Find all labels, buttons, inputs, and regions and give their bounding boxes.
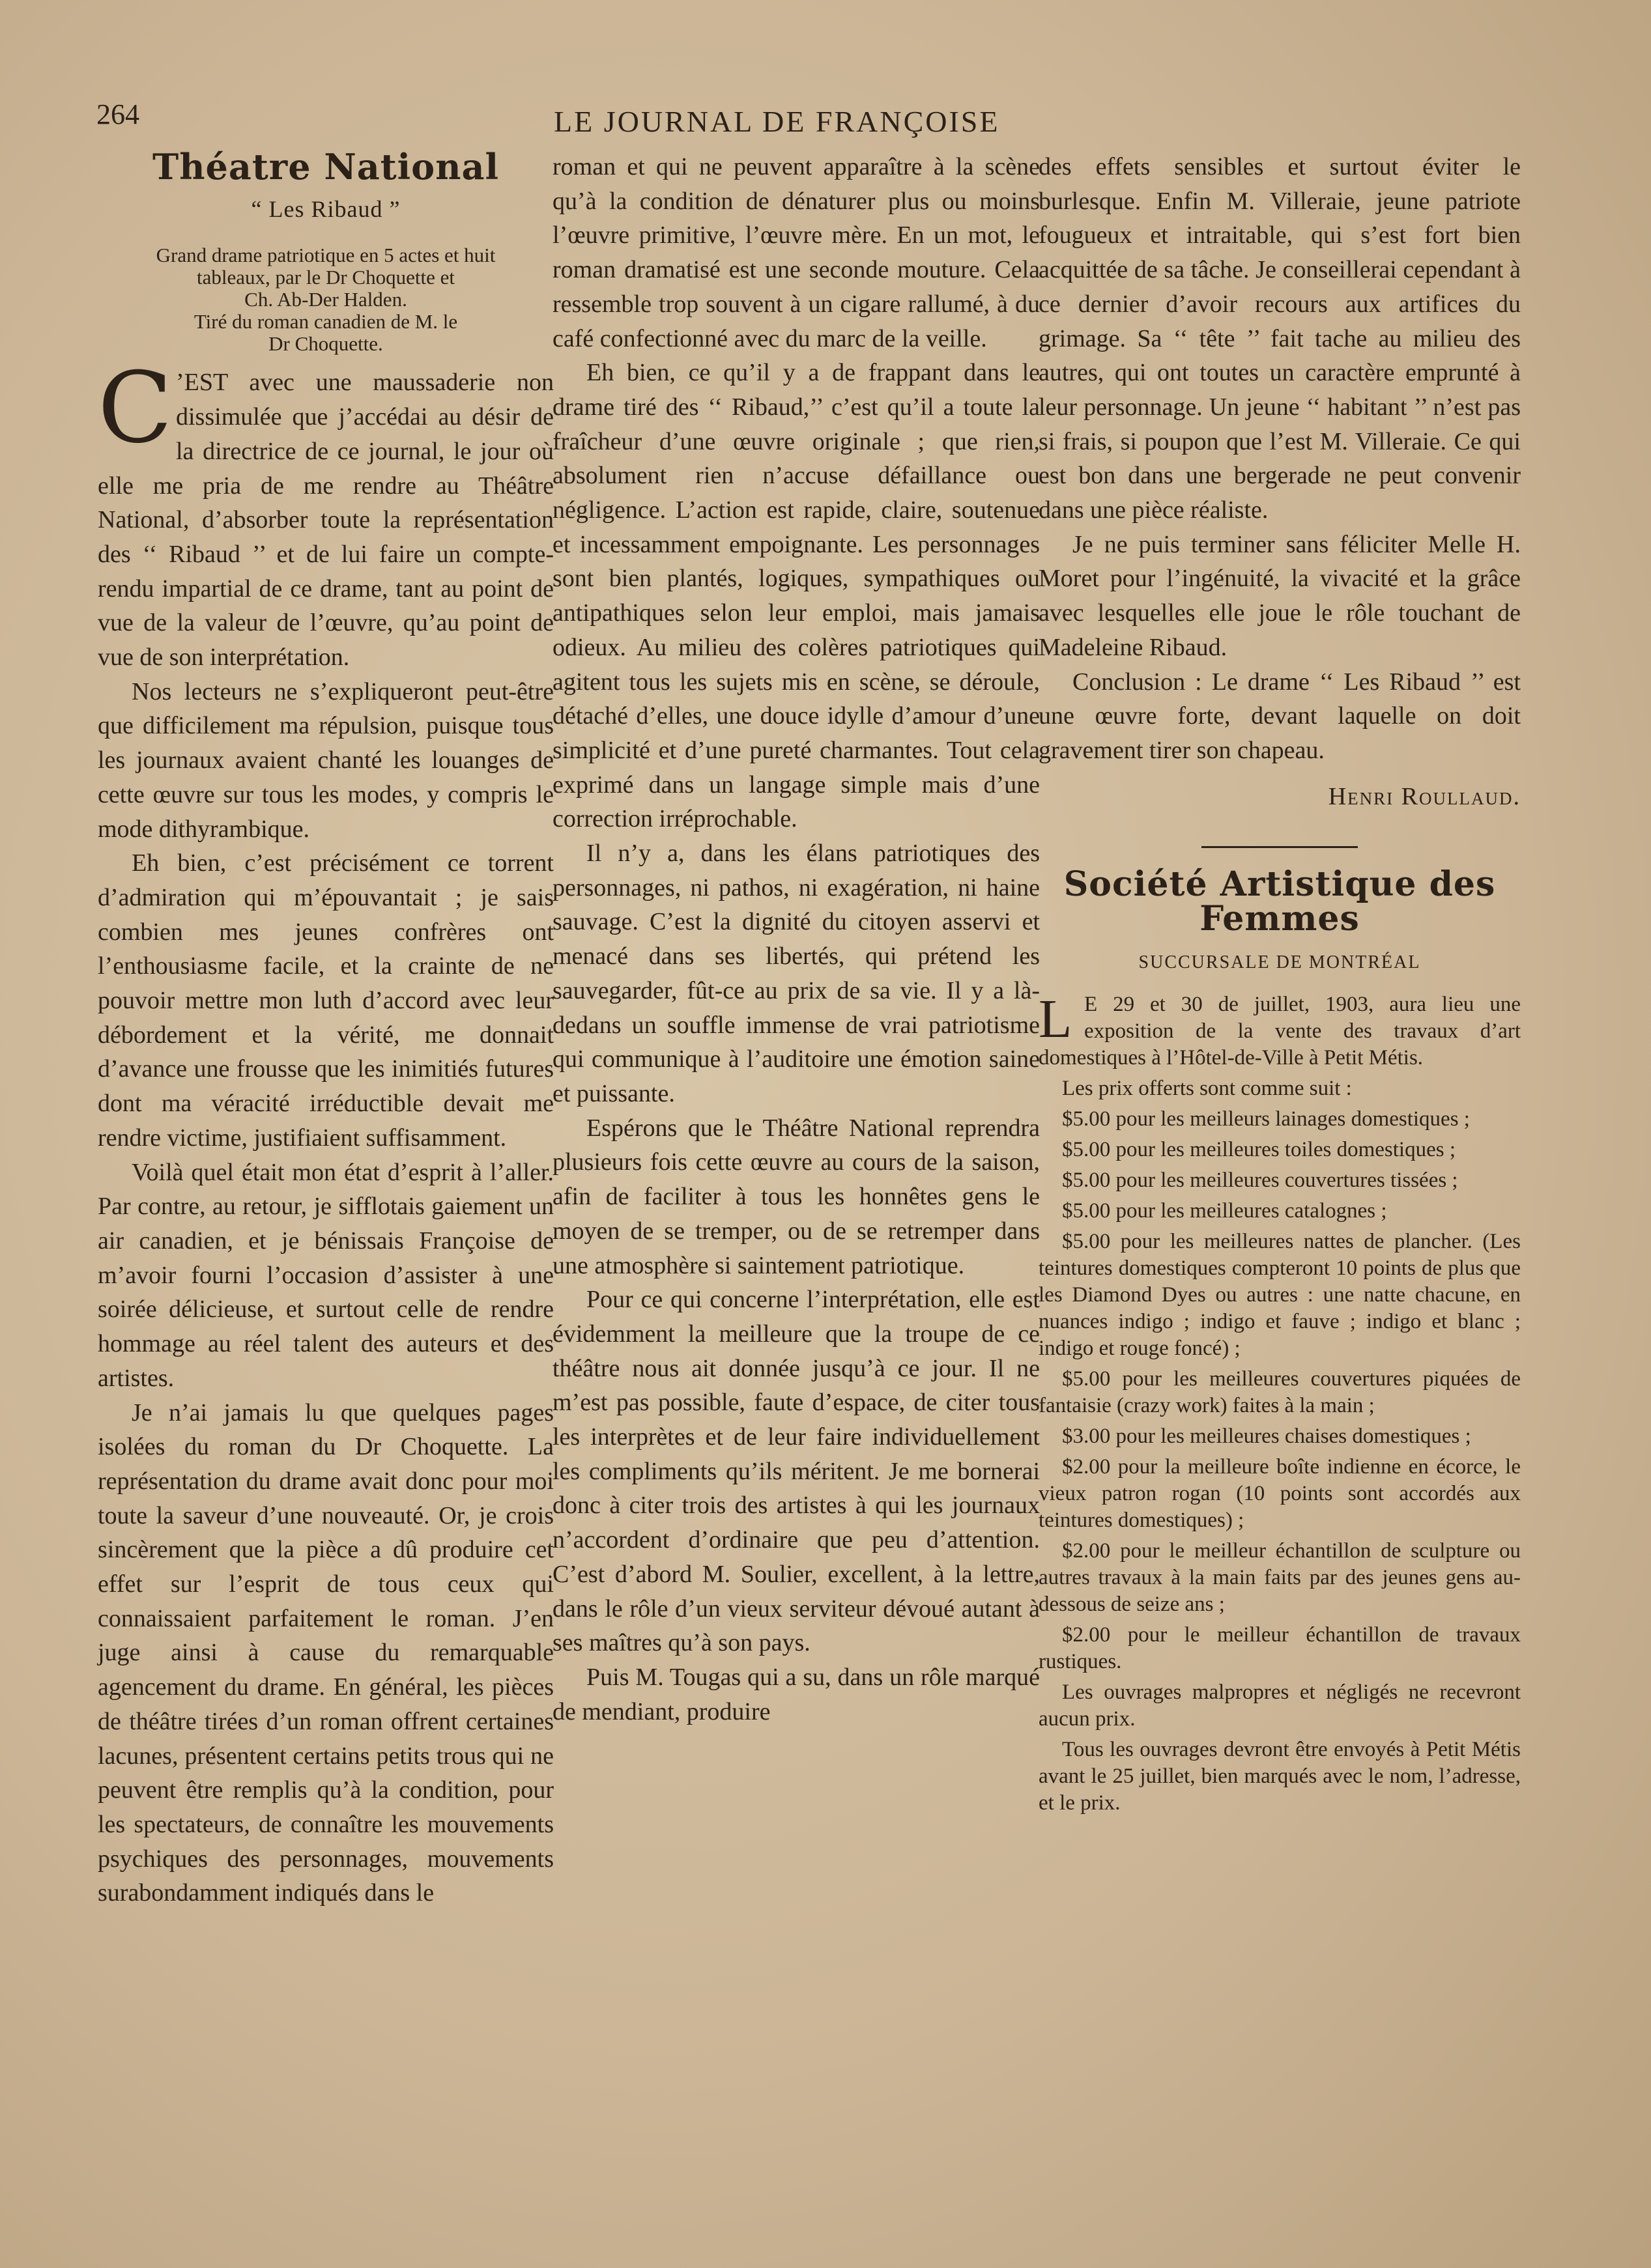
credit-line: Tiré du roman canadien de M. le — [194, 310, 458, 333]
paragraph: Pour ce qui concerne l’interprétation, elle est évidemment la meilleure que la troupe de ce théâtre nous ait donnée jusqu’à ce jour. Il ne m’est pas possible, faute d’espace, de citer tous les interprètes et de leur faire individuellement les compliments qu’ils méritent. Je me bornerai donc à citer trois des artistes à qui les journaux n’accordent d’ordinaire que peu d’attention. C’est d’abord M. Soulier, excellent, à la lettre, dans le rôle d’un vieux serviteur dévoué autant à ses maîtres qu’à son pays. — [553, 1286, 1040, 1657]
paragraph: des effets sensibles et surtout éviter le burlesque. Enfin M. Villeraie, jeune patriote fougueux et intraitable, qui s’est fort bien acquittée de sa tâche. Je conseillerai cependant à ce dernier d’avoir recours aux artifices du grimage. Sa ‘‘ tête ’’ fait tache au milieu des autres, qui ont toutes un caractère emprunté à leur personnage. Un jeune ‘‘ habitant ’’ n’est pas si frais, si poupon que l’est M. Villeraie. Ce qui est bon dans une bergerade ne peut convenir dans une pièce réaliste. — [1039, 153, 1521, 524]
signature: Henri Roullaud. — [1328, 782, 1521, 810]
paragraph-text: E 29 et 30 de juillet, 1903, aura lieu une exposition de la vente des travaux d’art domestiques à l’Hôtel-de-Ville à Petit Métis. — [1039, 993, 1521, 1070]
credit-line: Dr Choquette. — [268, 332, 383, 356]
paragraph: Je ne puis terminer sans féliciter Melle H. Moret pour l’ingénuité, la vivacité et la grâce avec lesquelles elle joue le rôle touchant de Madeleine Ribaud. — [1039, 530, 1521, 661]
credit-line: tableaux, par le Dr Choquette et — [197, 266, 455, 289]
paragraph: Eh bien, ce qu’il y a de frappant dans le drame tiré des ‘‘ Ribaud,’’ c’est qu’il a toute la fraîcheur d’une œuvre originale ; que rien, absolument rien n’accuse défaillance ou négligence. L’action est rapide, claire, soutenue et incessamment empoignante. Les personnages sont bien plantés, logiques, sympathiques ou antipathiques selon leur emploi, mais jamais odieux. Au milieu des colères patriotiques qui agitent tous les sujets mis en scène, se déroule, détaché d’elles, une douce idylle d’amour d’une simplicité et d’une pureté charmantes. Tout cela exprimé dans un langage simple mais d’une correction irréprochable. — [553, 359, 1040, 833]
prize-item: $5.00 pour les meilleures toiles domestiques ; — [1062, 1138, 1456, 1162]
drop-cap: L — [1039, 989, 1072, 1050]
credit-line: Grand drame patriotique en 5 actes et huit — [156, 244, 496, 267]
section-divider — [1201, 846, 1358, 848]
article2-title: Société Artistique des Femmes — [1063, 864, 1496, 939]
paragraph: roman et qui ne peuvent apparaître à la scène qu’à la condition de dénaturer plus ou moins l’œuvre primitive, l’œuvre mère. En un mot, le roman dramatisé est une seconde mouture. Cela ressemble trop souvent à un cigare rallumé, à du café confectionné avec du marc de la veille. — [553, 153, 1040, 352]
prize-item: $3.00 pour les meilleures chaises domestiques ; — [1062, 1425, 1471, 1449]
paragraph — [98, 352, 554, 674]
prize-item: $2.00 pour la meilleure boîte indienne en écorce, le vieux patron rogan (10 points sont accordés aux teintures domestiques) ; — [1039, 1455, 1521, 1533]
paragraph: Eh bien, c’est précisément ce torrent d’admiration qui m’épouvantait ; je sais combien mes jeunes confrères ont l’enthousiasme facile, et la crainte de ne pouvoir mettre mon luth d’accord avec leur débordement et la vérité, me donnait d’avance une frousse que les inimitiés futures dont ma véracité irréductible devait me rendre victime, justifiaient suffisamment. — [98, 849, 554, 1152]
closing-note: Les ouvrages malpropres et négligés ne recevront aucun prix. — [1039, 1680, 1521, 1731]
article-title: Théatre National — [152, 146, 499, 188]
drop-cap: C — [98, 352, 173, 466]
prizes-intro: Les prix offerts sont comme suit : — [1062, 1077, 1352, 1101]
prize-item: $5.00 pour les meilleures catalognes ; — [1062, 1199, 1387, 1223]
article2-body — [1039, 991, 1521, 1817]
paragraph: Nos lecteurs ne s’expliqueront peut-être que difficilement ma répulsion, puisque tous les journaux avaient chanté les louanges de cette œuvre sur tous les modes, y compris le mode dithyrambique. — [98, 677, 554, 843]
running-title: LE JOURNAL DE FRANÇOISE — [554, 105, 1000, 138]
page-number: 264 — [96, 98, 139, 130]
column-1 — [98, 146, 554, 1910]
paragraph: Espérons que le Théâtre National reprendra plusieurs fois cette œuvre au cours de la saison, afin de faciliter à tous les honnêtes gens le moyen de se tremper, ou de se retremper dans une atmosphère si saintement patriotique. — [553, 1114, 1040, 1279]
prize-item: $5.00 pour les meilleures couvertures piquées de fantaisie (crazy work) faites à la main ; — [1039, 1367, 1521, 1418]
closing-note: Tous les ouvrages devront être envoyés à Petit Métis avant le 25 juillet, bien marqués avec le nom, l’adresse, et le prix. — [1039, 1738, 1521, 1815]
prize-item: $5.00 pour les meilleures couvertures tissées ; — [1062, 1169, 1458, 1193]
article-credit — [98, 244, 554, 355]
column-3 — [1039, 150, 1521, 1817]
paragraph-text: ’EST avec une maussaderie non dissimulée que j’accédai au désir de la directrice de ce journal, le jour où elle me pria de me rendre au Théâtre National, d’absorber toute la représentation des ‘‘ Ribaud ’’ et de lui faire un compte-rendu impartial de ce drame, tant au point de vue de la valeur de l’œuvre, qu’au point de vue de son interprétation. — [98, 369, 554, 672]
paragraph: Conclusion : Le drame ‘‘ Les Ribaud ’’ est une œuvre forte, devant laquelle on doit gravement tirer son chapeau. — [1039, 668, 1521, 764]
paragraph: Voilà quel était mon état d’esprit à l’aller. Par contre, au retour, je sifflotais gaiement un air canadien, et je bénissais Françoise de m’avoir fourni l’occasion d’assister à une soirée délicieuse, et surtout celle de rendre hommage au réel talent des auteurs et des artistes. — [98, 1158, 554, 1392]
paragraph: Puis M. Tougas qui a su, dans un rôle marqué de mendiant, produire — [553, 1663, 1040, 1725]
column-2 — [553, 150, 1040, 1729]
paragraph: Il n’y a, dans les élans patriotiques des personnages, ni pathos, ni exagération, ni haine sauvage. C’est la dignité du citoyen asservi et menacé dans ses libertés, qui prétend les sauvegarder, fût-ce au prix de sa vie. Il y a là-dedans un souffle immense de vrai patriotisme qui communique à l’auditoire une émotion saine et puissante. — [553, 840, 1040, 1107]
prize-item: $5.00 pour les meilleurs lainages domestiques ; — [1062, 1107, 1470, 1131]
article-subtitle: “ Les Ribaud ” — [251, 195, 401, 222]
credit-line: Ch. Ab-Der Halden. — [244, 288, 407, 311]
article2-subtitle: SUCCURSALE DE MONTRÉAL — [1138, 952, 1421, 972]
paragraph: Je n’ai jamais lu que quelques pages isolées du roman du Dr Choquette. La représentation du drame avait donc pour moi toute la saveur d’une nouveauté. Or, je crois sincèrement que la pièce a dû produire cet effet sur l’esprit de tous ceux qui connaissaient parfaitement le roman. J’en juge ainsi à cause du remarquable agencement du drame. En général, les pièces de théâtre tirées d’un roman offrent certaines lacunes, présentent certains petits trous qui ne peuvent être remplis qu’à la condition, pour les spectateurs, de connaître les mouvements psychiques des personnages, mouvements surabondamment indiqués dans le — [98, 1398, 554, 1907]
prize-item: $2.00 pour le meilleur échantillon de travaux rustiques. — [1039, 1623, 1521, 1674]
paragraph — [1039, 991, 1521, 1071]
prize-item: $5.00 pour les meilleures nattes de plancher. (Les teintures domestiques compteront 10 points de plus que les Diamond Dyes ou autres : une natte chacune, en nuances indigo ; indigo et fauve ; indigo et blanc ; indigo et rouge foncé) ; — [1039, 1230, 1521, 1361]
prize-item: $2.00 pour le meilleur échantillon de sculpture ou autres travaux à la main faits par des jeunes gens au-dessous de seize ans ; — [1039, 1539, 1521, 1617]
